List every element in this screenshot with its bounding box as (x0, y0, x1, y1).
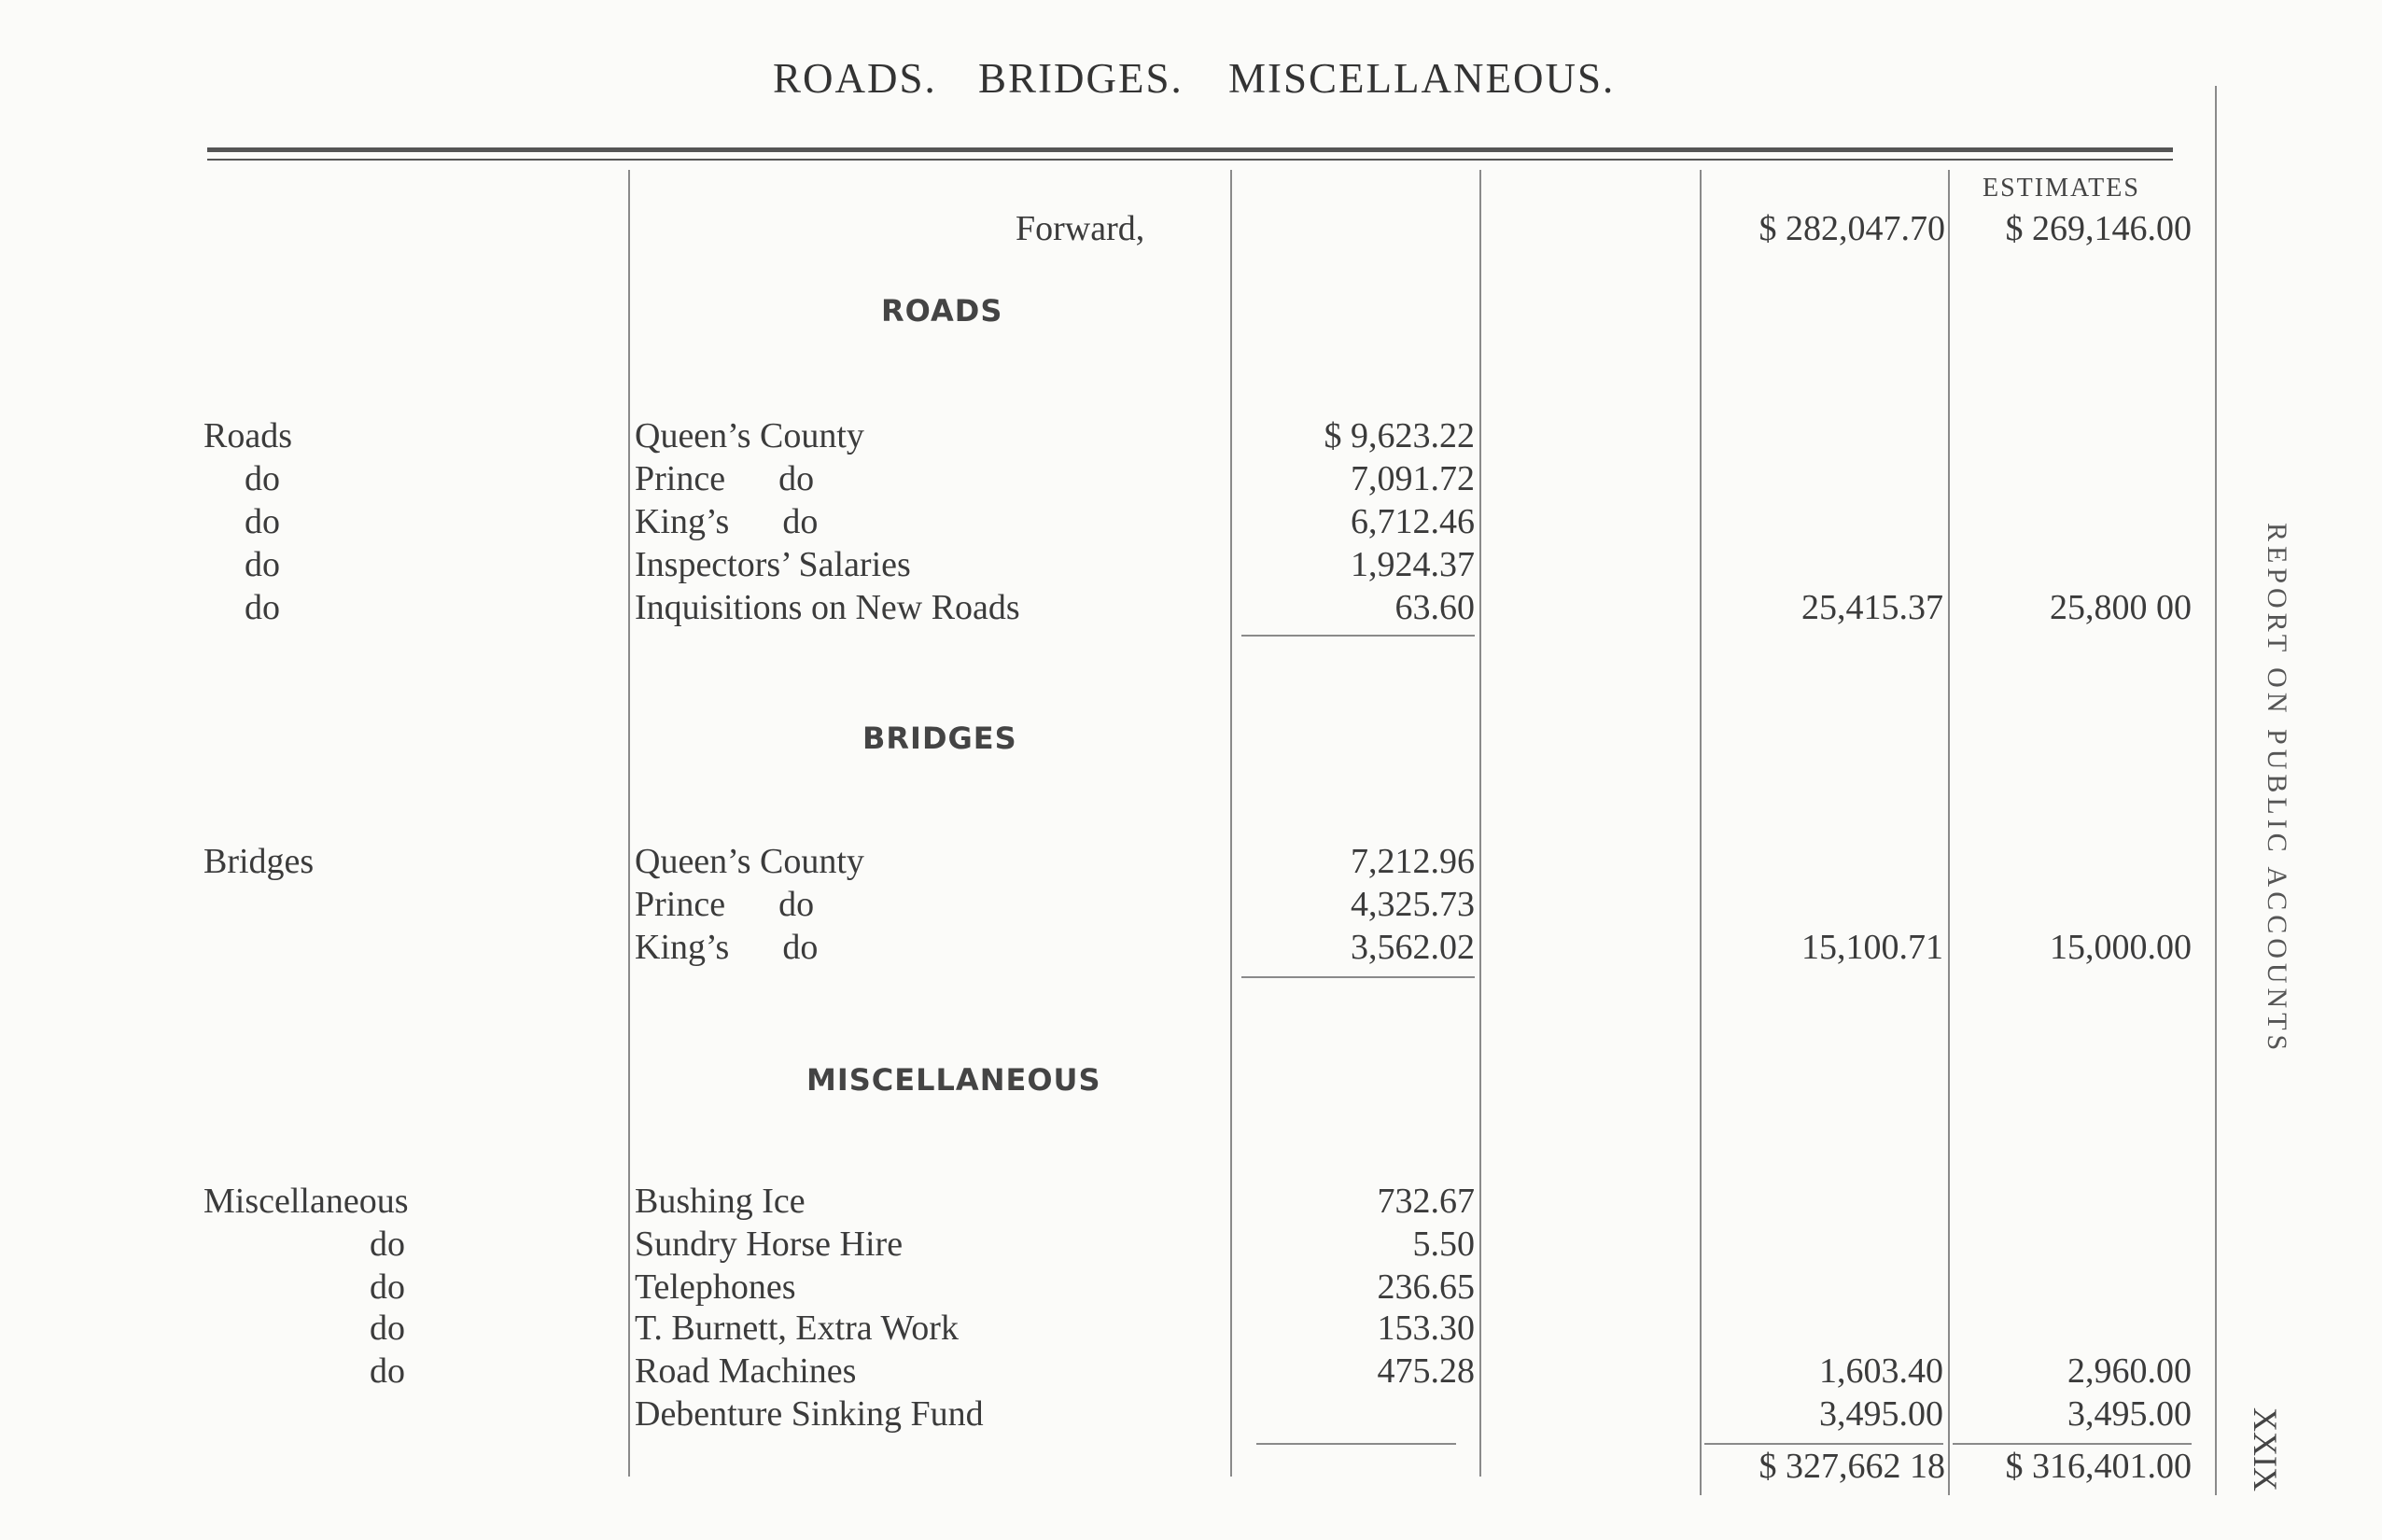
column-line-2 (1230, 170, 1232, 1477)
roads-amount: 7,091.72 (1351, 459, 1475, 498)
roads-total: 25,415.37 (1801, 588, 1943, 627)
bridges-category: Bridges (203, 842, 315, 881)
debenture-total: 3,495.00 (1819, 1394, 1943, 1434)
misc-amount: 475.28 (1377, 1351, 1475, 1391)
misc-amount: 5.50 (1412, 1225, 1475, 1264)
forward-estimate: $ 269,146.00 (2005, 209, 2192, 248)
bridges-total: 15,100.71 (1801, 928, 1943, 967)
roads-item: Inspectors’ Salaries (635, 545, 911, 584)
roads-category: Roads (203, 416, 292, 455)
title-bridges: BRIDGES. (978, 55, 1184, 102)
roads-item: King’s do (635, 502, 819, 541)
misc-amount: 732.67 (1377, 1182, 1475, 1221)
misc-item: Bushing Ice (635, 1182, 806, 1221)
roads-category: do (245, 545, 280, 584)
misc-amount: 236.65 (1377, 1267, 1475, 1307)
side-title: REPORT ON PUBLIC ACCOUNTS (2262, 523, 2292, 1056)
roads-item: Inquisitions on New Roads (635, 588, 1020, 627)
roads-heading: ROADS (881, 293, 1003, 329)
column-line-1 (628, 170, 630, 1477)
debenture-item: Debenture Sinking Fund (635, 1394, 984, 1434)
bridges-amount: 7,212.96 (1351, 842, 1475, 881)
misc-amount: 153.30 (1377, 1309, 1475, 1348)
roads-item: Queen’s County (635, 416, 864, 455)
debenture-estimate: 3,495.00 (2067, 1394, 2192, 1434)
misc-category: Miscellaneous (203, 1182, 409, 1221)
roads-estimate: 25,800 00 (2050, 588, 2192, 627)
roads-item: Prince do (635, 459, 815, 498)
bridges-heading: BRIDGES (862, 721, 1017, 756)
title-miscellaneous: MISCELLANEOUS. (1228, 55, 1616, 102)
column-line-5 (1948, 170, 1950, 1495)
roads-subtotal-rule (1241, 635, 1475, 637)
misc-estimate: 2,960.00 (2067, 1351, 2192, 1391)
misc-item: Telephones (635, 1267, 796, 1307)
bridges-item: Prince do (635, 885, 815, 924)
roads-amount: 63.60 (1394, 588, 1475, 627)
miscellaneous-heading: MISCELLANEOUS (806, 1062, 1101, 1098)
header-rule-thick (207, 147, 2173, 152)
roads-category: do (245, 502, 280, 541)
margin-line (2215, 86, 2217, 1495)
column-line-4 (1700, 170, 1702, 1495)
misc-item: Road Machines (635, 1351, 857, 1391)
grand-total-amount: $ 327,662 18 (1758, 1447, 1945, 1486)
title-roads: ROADS. (773, 55, 937, 102)
misc-category: do (370, 1309, 405, 1348)
misc-category: do (370, 1225, 405, 1264)
forward-amount: $ 282,047.70 (1758, 209, 1945, 248)
grand-total-estimate: $ 316,401.00 (2005, 1447, 2192, 1486)
roads-amount: $ 9,623.22 (1324, 416, 1475, 455)
misc-total: 1,603.40 (1819, 1351, 1943, 1391)
column-line-3 (1479, 170, 1481, 1477)
bridges-estimate: 15,000.00 (2050, 928, 2192, 967)
bridges-item: King’s do (635, 928, 819, 967)
forward-label: Forward, (1016, 209, 1145, 248)
misc-category: do (370, 1351, 405, 1391)
roads-amount: 6,712.46 (1351, 502, 1475, 541)
roads-category: do (245, 588, 280, 627)
bridges-amount: 3,562.02 (1351, 928, 1475, 967)
misc-item: T. Burnett, Extra Work (635, 1309, 959, 1348)
misc-subtotal-rule (1256, 1443, 1456, 1445)
misc-item: Sundry Horse Hire (635, 1225, 904, 1264)
roads-category: do (245, 459, 280, 498)
bridges-item: Queen’s County (635, 842, 864, 881)
header-rule-thin (207, 159, 2173, 161)
roads-amount: 1,924.37 (1351, 545, 1475, 584)
page-number: XXIX (2247, 1407, 2284, 1491)
bridges-subtotal-rule (1241, 976, 1475, 978)
estimates-label: ESTIMATES (1983, 174, 2140, 203)
misc-category: do (370, 1267, 405, 1307)
bridges-amount: 4,325.73 (1351, 885, 1475, 924)
